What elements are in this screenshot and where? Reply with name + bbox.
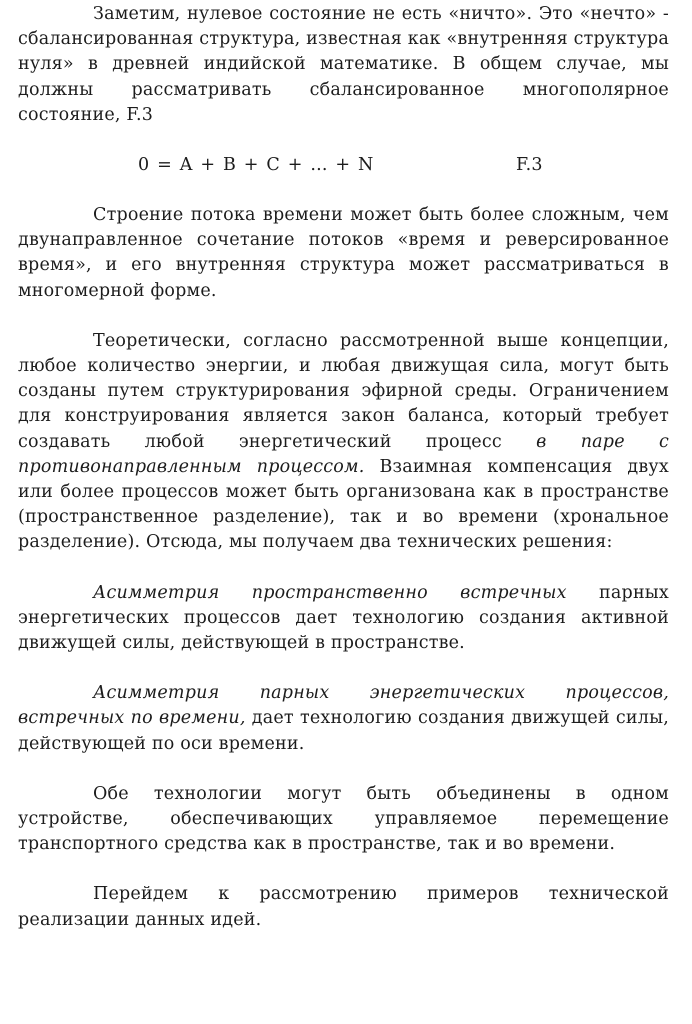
paragraph-zero-state: Заметим, нулевое состояние не есть «ничто». Это «нечто» - сбалансированная структура, известная как «внутренняя структура нуля» в древней индийской математике. В общем случае, мы должны рассматривать сбалансированное многополярное состояние, F.3 — [18, 4, 669, 125]
paragraph-temporal-asymmetry-text: дает технологию создания движущей силы, действующей по оси времени. — [18, 708, 669, 754]
formula-expression: 0 = A + B + C + ... + N — [138, 155, 374, 176]
paragraph-time-flow: Строение потока времени может быть более сложным, чем двунаправленное сочетание потоков «время и реверсированное время», и его внутренняя структура может рассматриваться в многомерной форме. — [18, 205, 669, 301]
paragraph-theory-italic: в паре с противонаправленным процессом. — [18, 431, 669, 477]
formula-label: F.3 — [516, 155, 543, 176]
paragraph-temporal-asymmetry — [18, 681, 669, 757]
document-page — [18, 2, 669, 933]
paragraph-theory-text-end: Взаимная компенсация двух или более процессов может быть организована как в пространстве (пространственное разделение), так и во времени (хрональное разделение). Отсюда, мы получаем два технических решения: — [18, 456, 669, 553]
paragraph-theory-text-start: Теоретически, согласно рассмотренной выше концепции, любое количество энергии, и любая движущая сила, могут быть созданы путем структурирования эфирной среды. Ограничением для конструирования является закон баланса, который требует создавать любой энергетический процесс — [18, 330, 669, 452]
paragraph-spatial-asymmetry-italic: Асимметрия пространственно встречных — [93, 582, 567, 603]
paragraph-examples-intro: Перейдем к рассмотрению примеров технической реализации данных идей. — [18, 884, 669, 930]
paragraph-spatial-asymmetry — [18, 581, 669, 657]
paragraph-combined-technologies: Обе технологии могут быть объединены в одном устройстве, обеспечивающих управляемое перемещение транспортного средства как в пространстве, так и во времени. — [18, 783, 669, 855]
paragraph-temporal-asymmetry-italic: Асимметрия парных энергетических процессов, встречных по времени, — [18, 683, 669, 729]
paragraph-spatial-asymmetry-text: парных энергетических процессов дает технологию создания активной движущей силы, действующей в пространстве. — [18, 582, 669, 654]
paragraph-theory — [18, 329, 669, 556]
formula-block — [18, 153, 669, 178]
